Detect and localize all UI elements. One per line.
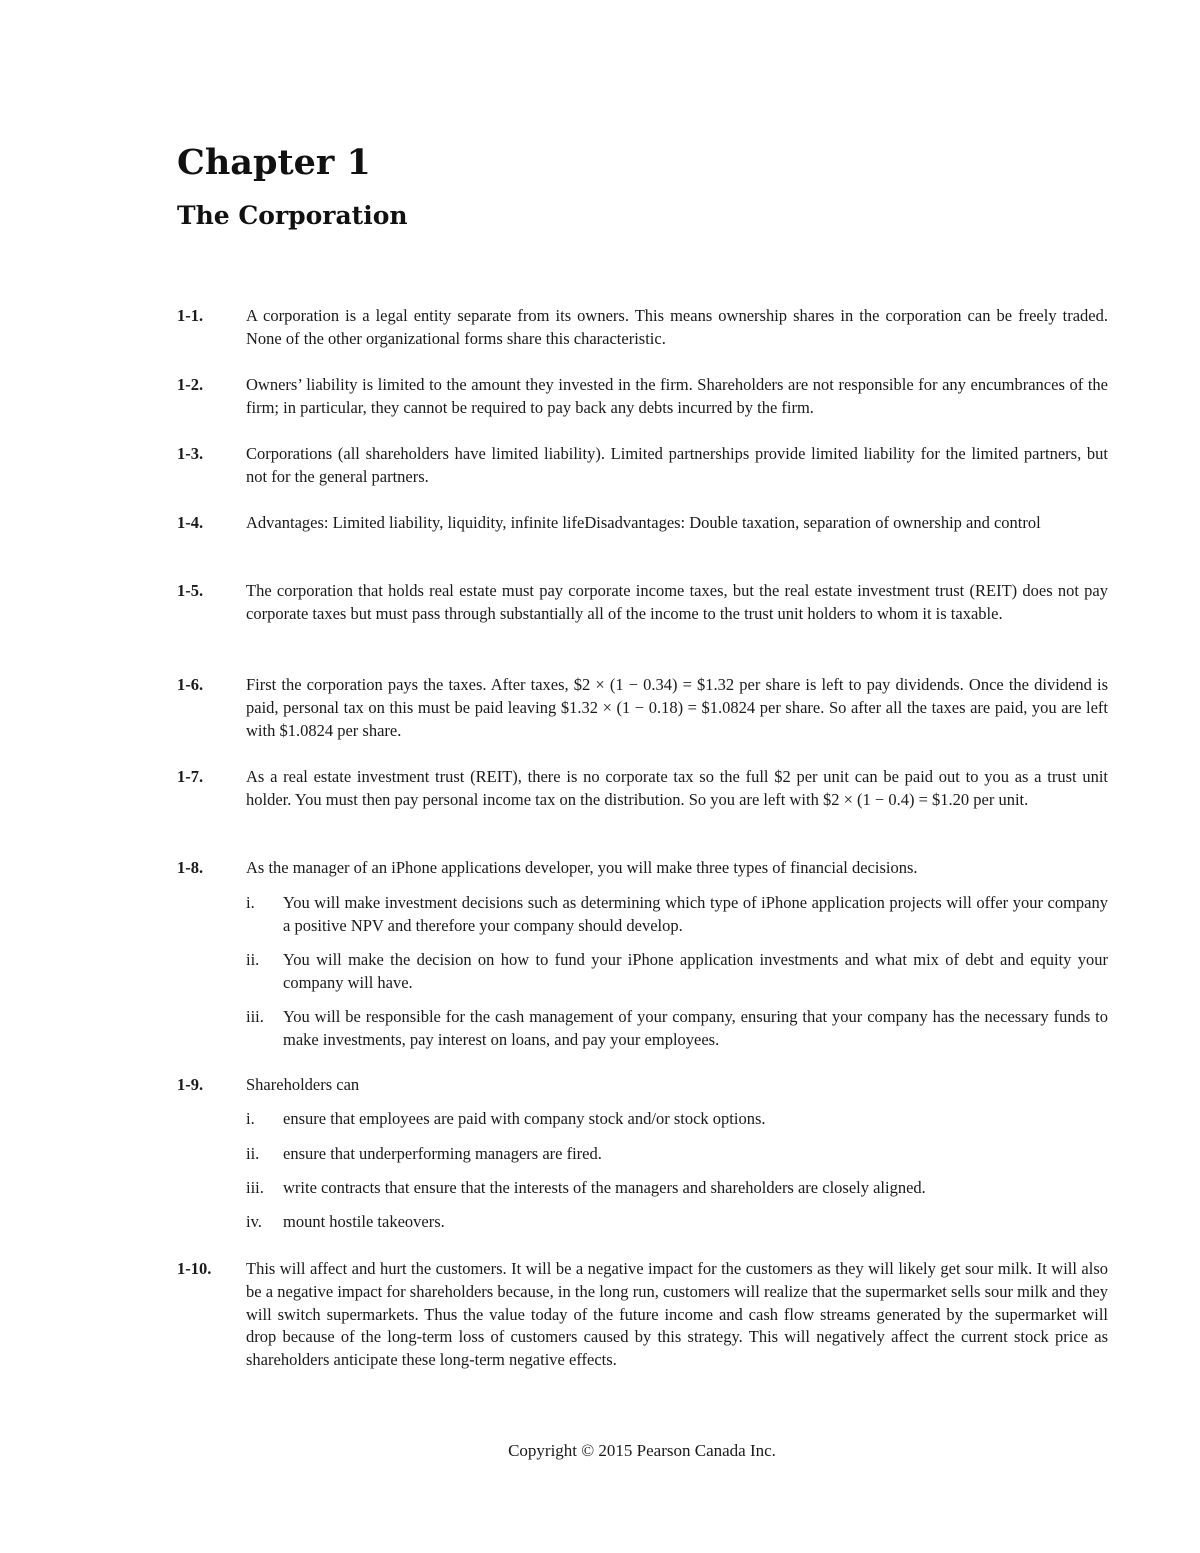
answer-1-6 <box>177 674 1108 742</box>
list-item <box>246 1108 1108 1131</box>
answer-text: The corporation that holds real estate must pay corporate income taxes, but the real estate investment trust (REIT) does not pay corporate taxes but must pass through substantially all of the income to the trust unit holders to whom it is taxable. <box>246 581 1108 623</box>
answer-number: 1-7. <box>177 767 204 786</box>
answer-text: Corporations (all shareholders have limited liability). Limited partnerships provide limited liability for the limited partners, but not for the general partners. <box>246 444 1108 486</box>
answer-1-5 <box>177 580 1108 626</box>
list-item-text: You will be responsible for the cash management of your company, ensuring that your company has the necessary funds to make investments, pay interest on loans, and pay your employees. <box>283 1007 1108 1049</box>
list-marker: i. <box>246 1109 255 1128</box>
list-marker: i. <box>246 893 255 912</box>
list-marker: iv. <box>246 1212 262 1231</box>
answer-number: 1-4. <box>177 513 204 532</box>
answer-text: Advantages: Limited liability, liquidity, infinite lifeDisadvantages: Double taxation, separation of ownership and control <box>246 513 1041 532</box>
answer-number: 1-3. <box>177 444 204 463</box>
list-marker: ii. <box>246 950 260 969</box>
copyright-footer: Copyright © 2015 Pearson Canada Inc. <box>508 1441 776 1460</box>
list-item <box>246 1143 1108 1166</box>
answer-text: As a real estate investment trust (REIT), there is no corporate tax so the full $2 per unit can be paid out to you as a trust unit holder. You must then pay personal income tax on the distribution. So you are left with $2 × (1 − 0.4) = $1.20 per unit. <box>246 767 1108 809</box>
chapter-subtitle: The Corporation <box>177 201 408 230</box>
answer-text: First the corporation pays the taxes. After taxes, $2 × (1 − 0.34) = $1.32 per share is left to pay dividends. Once the dividend is paid, personal tax on this must be paid leaving $1.32 × (1 − 0.18) = $1.0824 per share. So after all the taxes are paid, you are left with $1.0824 per share. <box>246 675 1108 740</box>
list-item <box>246 892 1108 938</box>
answer-1-8 <box>177 857 1108 880</box>
answer-number: 1-1. <box>177 306 204 325</box>
answer-1-10 <box>177 1258 1108 1372</box>
list-item-text: ensure that employees are paid with company stock and/or stock options. <box>283 1109 766 1128</box>
answer-text: This will affect and hurt the customers. It will be a negative impact for the customers as they will likely get sour milk. It will also be a negative impact for shareholders because, in the long run, customers will realize that the supermarket sells sour milk and they will switch supermarkets. Thus the value today of the future income and cash flow streams generated by the supermarket will drop because of the long-term loss of customers caused by this strategy. This will negatively affect the current stock price as shareholders anticipate these long-term negative effects. <box>246 1259 1108 1370</box>
list-item-text: mount hostile takeovers. <box>283 1212 445 1231</box>
answer-number: 1-2. <box>177 375 204 394</box>
list-marker: ii. <box>246 1144 260 1163</box>
list-item-text: ensure that underperforming managers are fired. <box>283 1144 602 1163</box>
list-marker: iii. <box>246 1178 264 1197</box>
list-item <box>246 1006 1108 1052</box>
answer-number: 1-9. <box>177 1075 204 1094</box>
answer-1-7 <box>177 766 1108 812</box>
answer-1-3 <box>177 443 1108 489</box>
answer-text: A corporation is a legal entity separate from its owners. This means ownership shares in the corporation can be freely traded. None of the other organizational forms share this characteristic. <box>246 306 1108 348</box>
list-item-text: write contracts that ensure that the interests of the managers and shareholders are closely aligned. <box>283 1178 926 1197</box>
list-item <box>246 949 1108 995</box>
chapter-title: Chapter 1 <box>177 142 371 183</box>
answer-number: 1-10. <box>177 1259 212 1278</box>
answer-1-9 <box>177 1074 1108 1097</box>
answer-number: 1-8. <box>177 858 204 877</box>
answer-1-1 <box>177 305 1108 351</box>
list-item <box>246 1211 1108 1234</box>
answer-text: As the manager of an iPhone applications developer, you will make three types of financial decisions. <box>246 858 918 877</box>
list-item <box>246 1177 1108 1200</box>
answer-1-2 <box>177 374 1108 420</box>
answer-number: 1-5. <box>177 581 204 600</box>
answer-number: 1-6. <box>177 675 204 694</box>
answer-1-4 <box>177 512 1108 535</box>
list-item-text: You will make investment decisions such as determining which type of iPhone application projects will offer your company a positive NPV and therefore your company should develop. <box>283 893 1108 935</box>
answer-text: Shareholders can <box>246 1075 360 1094</box>
list-marker: iii. <box>246 1007 264 1026</box>
answer-text: Owners’ liability is limited to the amount they invested in the firm. Shareholders are not responsible for any encumbrances of the firm; in particular, they cannot be required to pay back any debts incurred by the firm. <box>246 375 1108 417</box>
list-item-text: You will make the decision on how to fund your iPhone application investments and what mix of debt and equity your company will have. <box>283 950 1108 992</box>
